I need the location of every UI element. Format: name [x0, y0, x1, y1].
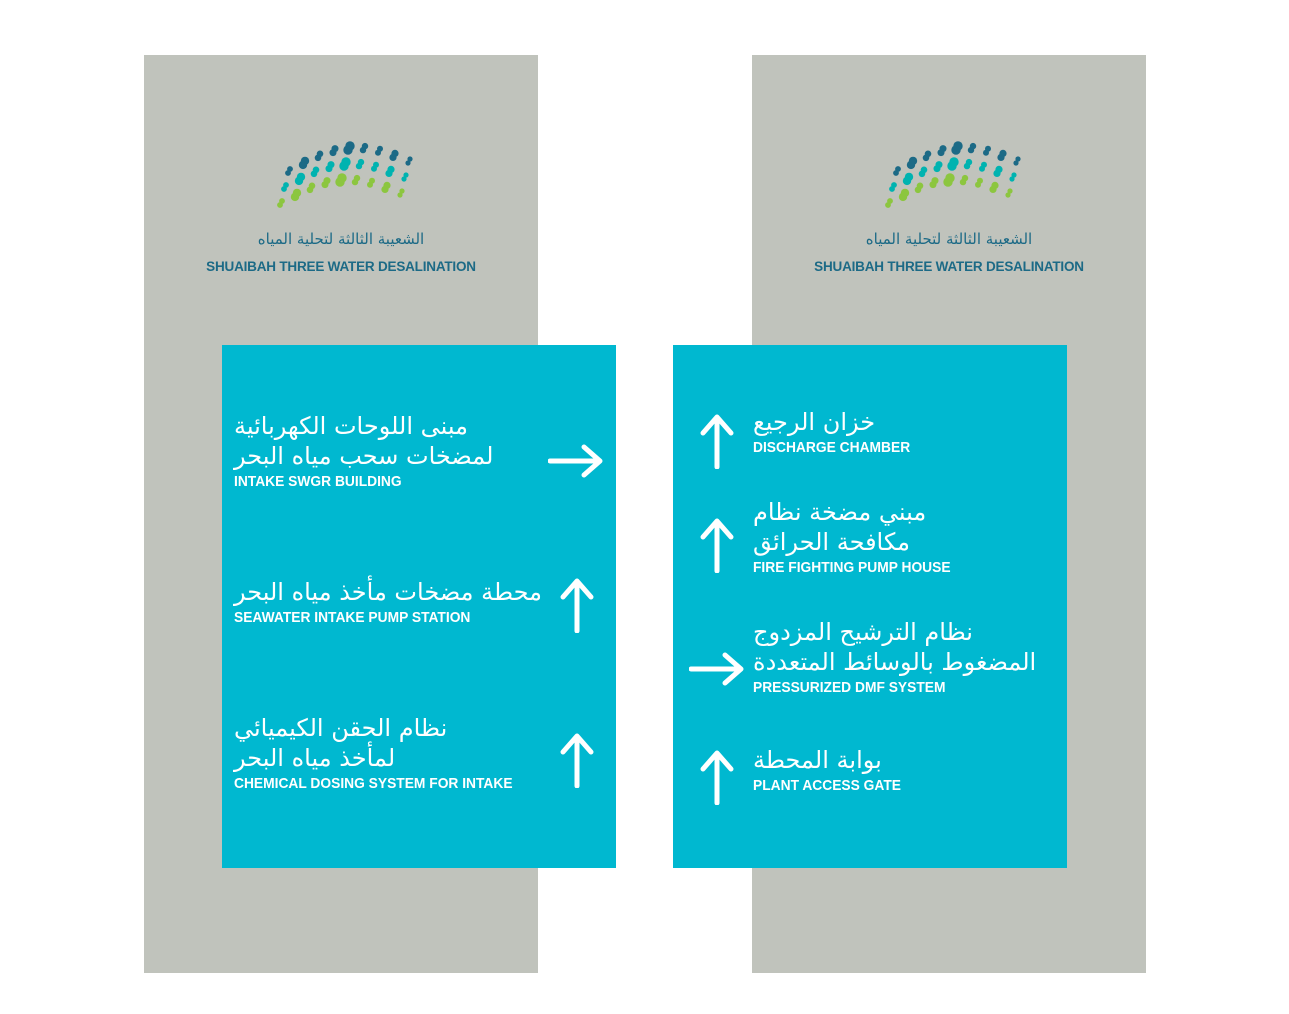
- entry-arabic-line-1: محطة مضخات مأخذ مياه البحر: [234, 578, 543, 606]
- entry-english-label: PLANT ACCESS GATE: [753, 777, 901, 794]
- brand-name-arabic: الشعيبة الثالثة لتحلية المياه: [865, 230, 1033, 248]
- arrow-up-icon: [559, 730, 595, 788]
- entry-english-label: PRESSURIZED DMF SYSTEM: [753, 679, 946, 696]
- entry-english-label: SEAWATER INTAKE PUMP STATION: [234, 609, 471, 626]
- arrow-up-icon: [699, 747, 735, 805]
- brand-name-english: SHUAIBAH THREE WATER DESALINATION: [206, 259, 476, 274]
- direction-entry-chemical-dosing: [234, 713, 537, 792]
- entry-arabic-line-1: مبني مضخة نظام: [753, 498, 927, 526]
- entry-english-label: DISCHARGE CHAMBER: [753, 439, 911, 456]
- arrow-up-icon: [699, 411, 735, 469]
- dots-logo-icon: [870, 125, 1030, 225]
- brand-logo: [752, 125, 1146, 285]
- brand-logo: [144, 125, 538, 285]
- direction-entry-seawater-intake: [234, 577, 542, 626]
- entry-arabic-line-1: خزان الرجيع: [753, 408, 876, 436]
- arrow-up-icon: [559, 575, 595, 633]
- entry-arabic-line-1: بوابة المحطة: [753, 746, 882, 774]
- direction-entry-plant-gate: [753, 745, 914, 794]
- entry-arabic-line-2: المضغوط بالوسائط المتعددة: [753, 648, 1037, 676]
- entry-arabic-line-1: مبنى اللوحات الكهربائية: [234, 412, 468, 440]
- entry-arabic-line-1: نظام الحقن الكيميائي: [234, 714, 448, 742]
- brand-name-arabic: الشعيبة الثالثة لتحلية المياه: [257, 230, 425, 248]
- brand-name-english: SHUAIBAH THREE WATER DESALINATION: [814, 259, 1084, 274]
- entry-arabic-line-1: نظام الترشيح المزدوج: [753, 618, 973, 646]
- left-direction-panel: [222, 345, 616, 868]
- direction-entry-discharge-chamber: [753, 407, 924, 456]
- entry-english-label: FIRE FIGHTING PUMP HOUSE: [753, 559, 951, 576]
- arrow-right-icon: [548, 443, 606, 479]
- arrow-up-icon: [699, 515, 735, 573]
- right-direction-panel: [673, 345, 1067, 868]
- direction-entry-fire-fighting: [753, 497, 968, 576]
- dots-logo-icon: [262, 125, 422, 225]
- entry-arabic-line-2: مكافحة الحرائق: [753, 528, 910, 556]
- entry-arabic-line-2: لمضخات سحب مياه البحر: [234, 442, 494, 470]
- entry-english-label: INTAKE SWGR BUILDING: [234, 473, 402, 490]
- direction-entry-dmf-system: [753, 617, 1036, 696]
- arrow-right-icon: [689, 651, 747, 687]
- entry-arabic-line-2: لمأخذ مياه البحر: [234, 744, 396, 772]
- direction-entry-intake-swgr: [234, 411, 493, 490]
- entry-english-label: CHEMICAL DOSING SYSTEM FOR INTAKE: [234, 775, 513, 792]
